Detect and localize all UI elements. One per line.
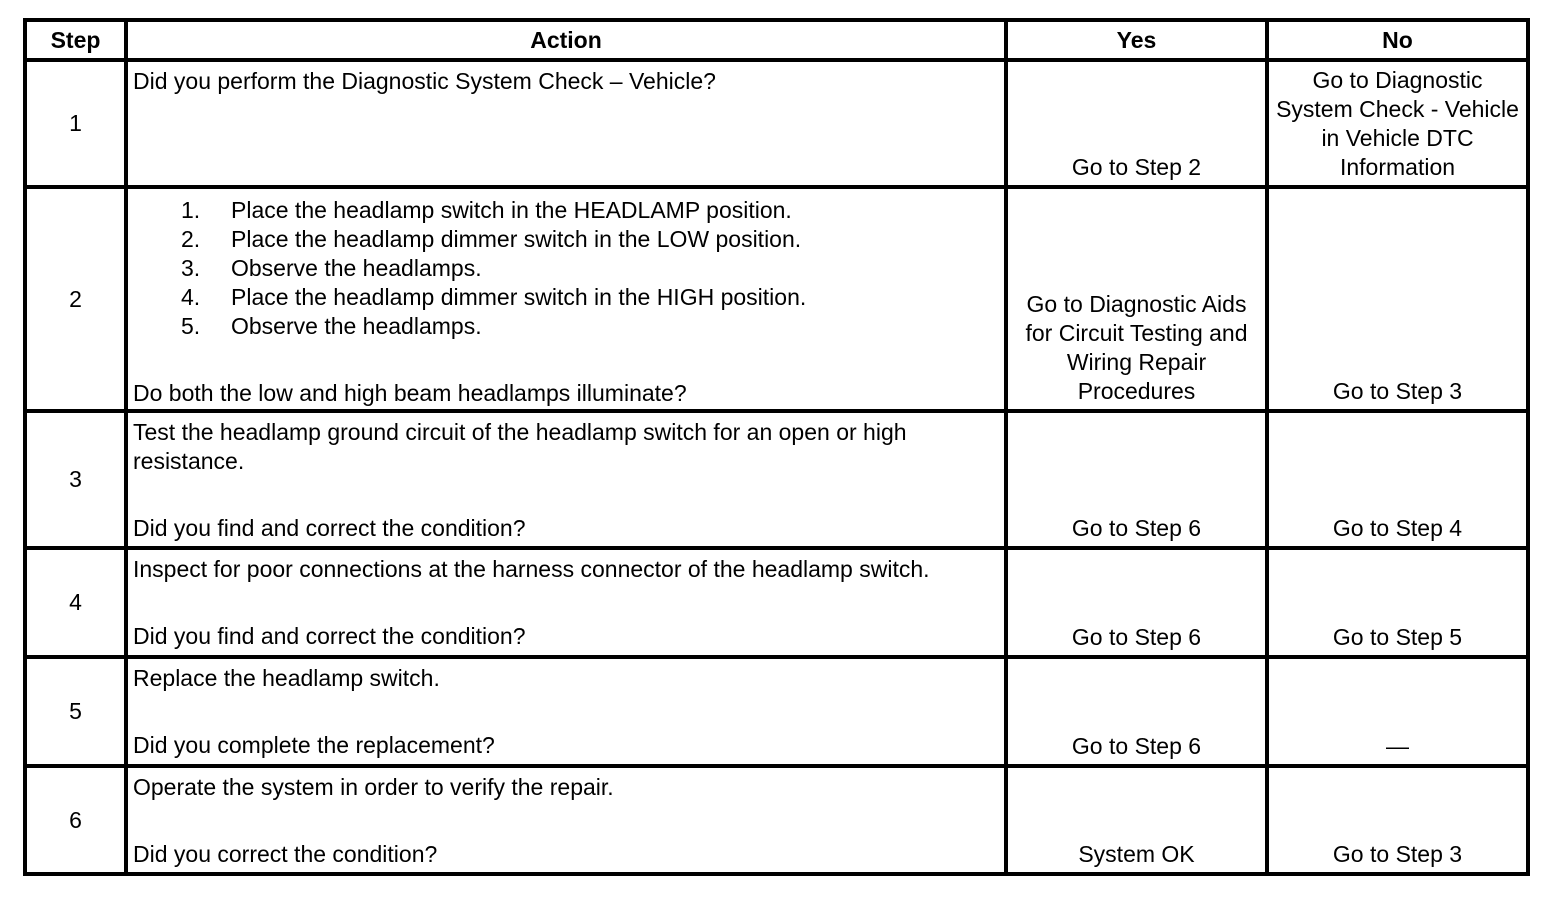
header-action: Action xyxy=(126,20,1006,60)
substep-list xyxy=(133,196,1000,341)
step-number: 5 xyxy=(25,657,126,766)
yes-cell: System OK xyxy=(1006,766,1267,874)
header-yes: Yes xyxy=(1006,20,1267,60)
yes-cell: Go to Step 6 xyxy=(1006,548,1267,657)
list-item xyxy=(133,312,1000,341)
yes-cell: Go to Step 6 xyxy=(1006,657,1267,766)
question-text: Do both the low and high beam headlamps illuminate? xyxy=(133,380,687,406)
table-row xyxy=(25,657,1528,766)
action-cell xyxy=(126,60,1006,187)
no-cell: Go to Step 3 xyxy=(1267,766,1528,874)
table-row xyxy=(25,548,1528,657)
step-number: 2 xyxy=(25,187,126,411)
list-item xyxy=(133,196,1000,225)
action-cell xyxy=(126,187,1006,411)
no-cell: Go to Diagnostic System Check - Vehicle in Vehicle DTC Information xyxy=(1267,60,1528,187)
no-cell: Go to Step 5 xyxy=(1267,548,1528,657)
action-text: Inspect for poor connections at the harness connector of the headlamp switch. xyxy=(133,556,930,582)
action-cell xyxy=(126,657,1006,766)
yes-cell: Go to Step 2 xyxy=(1006,60,1267,187)
step-number: 4 xyxy=(25,548,126,657)
step-number: 6 xyxy=(25,766,126,874)
substep-text: Place the headlamp dimmer switch in the LOW position. xyxy=(231,226,802,252)
table-row xyxy=(25,187,1528,411)
no-cell: Go to Step 3 xyxy=(1267,187,1528,411)
substep-text: Observe the headlamps. xyxy=(231,255,482,281)
substep-text: Observe the headlamps. xyxy=(231,313,482,339)
list-item xyxy=(133,254,1000,283)
substep-text: Place the headlamp dimmer switch in the HIGH position. xyxy=(231,284,807,310)
diagnostic-table xyxy=(23,18,1530,876)
header-row xyxy=(25,20,1528,60)
question-text: Did you find and correct the condition? xyxy=(133,515,526,541)
header-no: No xyxy=(1267,20,1528,60)
list-item xyxy=(133,225,1000,254)
action-text: Replace the headlamp switch. xyxy=(133,665,440,691)
yes-cell: Go to Step 6 xyxy=(1006,411,1267,548)
action-cell xyxy=(126,766,1006,874)
substep-text: Place the headlamp switch in the HEADLAMP position. xyxy=(231,197,792,223)
table-row xyxy=(25,60,1528,187)
question-text: Did you correct the condition? xyxy=(133,841,438,867)
table-row xyxy=(25,766,1528,874)
action-text: Did you perform the Diagnostic System Check – Vehicle? xyxy=(133,68,716,94)
substep-number: 2. xyxy=(181,226,201,252)
substep-number: 5. xyxy=(181,313,201,339)
action-text: Operate the system in order to verify the repair. xyxy=(133,774,614,800)
substep-number: 4. xyxy=(181,284,201,310)
yes-cell: Go to Diagnostic Aids for Circuit Testing and Wiring Repair Procedures xyxy=(1006,187,1267,411)
substep-number: 3. xyxy=(181,255,201,281)
step-number: 3 xyxy=(25,411,126,548)
list-item xyxy=(133,283,1000,312)
question-text: Did you find and correct the condition? xyxy=(133,623,526,649)
spacer xyxy=(133,341,1000,370)
header-step: Step xyxy=(25,20,126,60)
question-text: Did you complete the replacement? xyxy=(133,732,495,758)
action-cell xyxy=(126,548,1006,657)
table-row xyxy=(25,411,1528,548)
action-text: Test the headlamp ground circuit of the headlamp switch for an open or high resistance. xyxy=(133,419,907,474)
step-number: 1 xyxy=(25,60,126,187)
substep-number: 1. xyxy=(181,197,201,223)
no-cell: — xyxy=(1267,657,1528,766)
no-cell: Go to Step 4 xyxy=(1267,411,1528,548)
action-cell xyxy=(126,411,1006,548)
